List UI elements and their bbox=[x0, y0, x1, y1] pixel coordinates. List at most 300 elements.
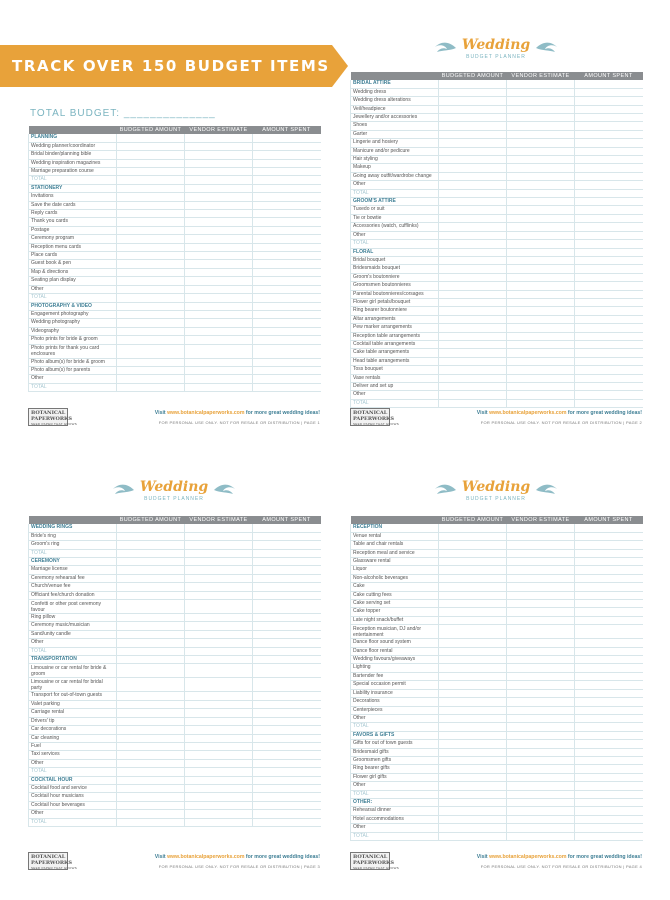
amount-cell[interactable] bbox=[575, 832, 643, 840]
amount-cell[interactable] bbox=[507, 756, 575, 764]
amount-cell[interactable] bbox=[253, 260, 321, 268]
amount-cell[interactable] bbox=[507, 139, 575, 147]
amount-cell[interactable] bbox=[117, 210, 185, 218]
amount-cell[interactable] bbox=[253, 277, 321, 285]
amount-cell[interactable] bbox=[253, 656, 321, 664]
amount-cell[interactable] bbox=[253, 549, 321, 557]
amount-cell[interactable] bbox=[117, 801, 185, 809]
amount-cell[interactable] bbox=[439, 748, 507, 756]
amount-cell[interactable] bbox=[507, 290, 575, 298]
amount-cell[interactable] bbox=[117, 375, 185, 383]
amount-cell[interactable] bbox=[507, 340, 575, 348]
amount-cell[interactable] bbox=[253, 319, 321, 327]
amount-cell[interactable] bbox=[185, 366, 253, 374]
amount-cell[interactable] bbox=[507, 790, 575, 798]
amount-cell[interactable] bbox=[185, 260, 253, 268]
amount-cell[interactable] bbox=[439, 231, 507, 239]
amount-cell[interactable] bbox=[253, 310, 321, 318]
amount-cell[interactable] bbox=[253, 678, 321, 692]
amount-cell[interactable] bbox=[575, 357, 643, 365]
amount-cell[interactable] bbox=[253, 692, 321, 700]
amount-cell[interactable] bbox=[253, 709, 321, 717]
amount-cell[interactable] bbox=[117, 768, 185, 776]
amount-cell[interactable] bbox=[575, 265, 643, 273]
amount-cell[interactable] bbox=[575, 591, 643, 599]
amount-cell[interactable] bbox=[439, 349, 507, 357]
amount-cell[interactable] bbox=[253, 742, 321, 750]
amount-cell[interactable] bbox=[253, 558, 321, 566]
amount-cell[interactable] bbox=[507, 172, 575, 180]
amount-cell[interactable] bbox=[117, 600, 185, 614]
amount-cell[interactable] bbox=[507, 156, 575, 164]
amount-cell[interactable] bbox=[117, 524, 185, 532]
amount-cell[interactable] bbox=[117, 647, 185, 655]
amount-cell[interactable] bbox=[575, 206, 643, 214]
amount-cell[interactable] bbox=[507, 773, 575, 781]
amount-cell[interactable] bbox=[575, 80, 643, 88]
amount-cell[interactable] bbox=[507, 600, 575, 608]
amount-cell[interactable] bbox=[575, 374, 643, 382]
amount-cell[interactable] bbox=[185, 294, 253, 302]
amount-cell[interactable] bbox=[507, 105, 575, 113]
amount-cell[interactable] bbox=[117, 358, 185, 366]
amount-cell[interactable] bbox=[253, 159, 321, 167]
amount-cell[interactable] bbox=[439, 740, 507, 748]
amount-cell[interactable] bbox=[253, 243, 321, 251]
amount-cell[interactable] bbox=[253, 358, 321, 366]
amount-cell[interactable] bbox=[507, 807, 575, 815]
amount-cell[interactable] bbox=[117, 383, 185, 391]
amount-cell[interactable] bbox=[439, 832, 507, 840]
amount-cell[interactable] bbox=[185, 358, 253, 366]
amount-cell[interactable] bbox=[439, 698, 507, 706]
amount-cell[interactable] bbox=[439, 80, 507, 88]
amount-cell[interactable] bbox=[185, 184, 253, 192]
amount-cell[interactable] bbox=[185, 600, 253, 614]
amount-cell[interactable] bbox=[185, 151, 253, 159]
amount-cell[interactable] bbox=[507, 256, 575, 264]
amount-cell[interactable] bbox=[439, 566, 507, 574]
amount-cell[interactable] bbox=[439, 198, 507, 206]
amount-cell[interactable] bbox=[185, 700, 253, 708]
amount-cell[interactable] bbox=[439, 706, 507, 714]
amount-cell[interactable] bbox=[117, 336, 185, 344]
amount-cell[interactable] bbox=[117, 243, 185, 251]
amount-cell[interactable] bbox=[507, 639, 575, 647]
amount-cell[interactable] bbox=[507, 383, 575, 391]
amount-cell[interactable] bbox=[575, 139, 643, 147]
amount-cell[interactable] bbox=[575, 541, 643, 549]
amount-cell[interactable] bbox=[253, 383, 321, 391]
amount-cell[interactable] bbox=[117, 639, 185, 647]
amount-cell[interactable] bbox=[253, 574, 321, 582]
amount-cell[interactable] bbox=[575, 332, 643, 340]
amount-cell[interactable] bbox=[185, 344, 253, 358]
amount-cell[interactable] bbox=[185, 639, 253, 647]
amount-cell[interactable] bbox=[507, 583, 575, 591]
amount-cell[interactable] bbox=[575, 600, 643, 608]
amount-cell[interactable] bbox=[575, 298, 643, 306]
amount-cell[interactable] bbox=[253, 201, 321, 209]
amount-cell[interactable] bbox=[439, 524, 507, 532]
amount-cell[interactable] bbox=[575, 122, 643, 130]
amount-cell[interactable] bbox=[253, 226, 321, 234]
amount-cell[interactable] bbox=[507, 366, 575, 374]
amount-cell[interactable] bbox=[185, 252, 253, 260]
amount-cell[interactable] bbox=[253, 176, 321, 184]
amount-cell[interactable] bbox=[253, 591, 321, 599]
amount-cell[interactable] bbox=[575, 315, 643, 323]
amount-cell[interactable] bbox=[439, 223, 507, 231]
amount-cell[interactable] bbox=[507, 307, 575, 315]
amount-cell[interactable] bbox=[575, 574, 643, 582]
amount-cell[interactable] bbox=[185, 709, 253, 717]
amount-cell[interactable] bbox=[507, 532, 575, 540]
amount-cell[interactable] bbox=[575, 130, 643, 138]
amount-cell[interactable] bbox=[117, 366, 185, 374]
amount-cell[interactable] bbox=[575, 731, 643, 739]
amount-cell[interactable] bbox=[439, 765, 507, 773]
amount-cell[interactable] bbox=[185, 751, 253, 759]
amount-cell[interactable] bbox=[253, 768, 321, 776]
amount-cell[interactable] bbox=[185, 176, 253, 184]
amount-cell[interactable] bbox=[253, 302, 321, 310]
amount-cell[interactable] bbox=[117, 751, 185, 759]
amount-cell[interactable] bbox=[439, 383, 507, 391]
visit-link[interactable]: Visit www.botanicalpaperworks.com for more great wedding ideas! bbox=[476, 410, 642, 416]
amount-cell[interactable] bbox=[507, 240, 575, 248]
amount-cell[interactable] bbox=[185, 268, 253, 276]
amount-cell[interactable] bbox=[185, 784, 253, 792]
amount-cell[interactable] bbox=[507, 181, 575, 189]
amount-cell[interactable] bbox=[117, 734, 185, 742]
amount-cell[interactable] bbox=[507, 114, 575, 122]
amount-cell[interactable] bbox=[507, 88, 575, 96]
amount-cell[interactable] bbox=[439, 608, 507, 616]
amount-cell[interactable] bbox=[575, 391, 643, 399]
amount-cell[interactable] bbox=[575, 790, 643, 798]
amount-cell[interactable] bbox=[439, 114, 507, 122]
amount-cell[interactable] bbox=[507, 282, 575, 290]
amount-cell[interactable] bbox=[575, 558, 643, 566]
visit-link[interactable]: Visit www.botanicalpaperworks.com for more great wedding ideas! bbox=[154, 410, 320, 416]
amount-cell[interactable] bbox=[117, 344, 185, 358]
amount-cell[interactable] bbox=[507, 672, 575, 680]
amount-cell[interactable] bbox=[507, 574, 575, 582]
amount-cell[interactable] bbox=[439, 664, 507, 672]
amount-cell[interactable] bbox=[117, 709, 185, 717]
amount-cell[interactable] bbox=[507, 714, 575, 722]
amount-cell[interactable] bbox=[253, 614, 321, 622]
amount-cell[interactable] bbox=[439, 689, 507, 697]
amount-cell[interactable] bbox=[439, 130, 507, 138]
amount-cell[interactable] bbox=[507, 248, 575, 256]
amount-cell[interactable] bbox=[185, 310, 253, 318]
amount-cell[interactable] bbox=[117, 776, 185, 784]
amount-cell[interactable] bbox=[117, 614, 185, 622]
amount-cell[interactable] bbox=[253, 700, 321, 708]
amount-cell[interactable] bbox=[507, 723, 575, 731]
amount-cell[interactable] bbox=[439, 807, 507, 815]
amount-cell[interactable] bbox=[507, 681, 575, 689]
amount-cell[interactable] bbox=[253, 524, 321, 532]
amount-cell[interactable] bbox=[185, 327, 253, 335]
amount-cell[interactable] bbox=[507, 765, 575, 773]
amount-cell[interactable] bbox=[117, 656, 185, 664]
amount-cell[interactable] bbox=[439, 815, 507, 823]
amount-cell[interactable] bbox=[117, 168, 185, 176]
amount-cell[interactable] bbox=[185, 142, 253, 150]
amount-cell[interactable] bbox=[439, 298, 507, 306]
amount-cell[interactable] bbox=[439, 273, 507, 281]
amount-cell[interactable] bbox=[507, 315, 575, 323]
amount-cell[interactable] bbox=[507, 349, 575, 357]
amount-cell[interactable] bbox=[117, 549, 185, 557]
amount-cell[interactable] bbox=[185, 134, 253, 142]
amount-cell[interactable] bbox=[253, 810, 321, 818]
amount-cell[interactable] bbox=[117, 759, 185, 767]
amount-cell[interactable] bbox=[507, 656, 575, 664]
amount-cell[interactable] bbox=[185, 574, 253, 582]
amount-cell[interactable] bbox=[575, 765, 643, 773]
amount-cell[interactable] bbox=[439, 756, 507, 764]
amount-cell[interactable] bbox=[575, 97, 643, 105]
amount-cell[interactable] bbox=[185, 532, 253, 540]
amount-cell[interactable] bbox=[575, 114, 643, 122]
amount-cell[interactable] bbox=[575, 566, 643, 574]
amount-cell[interactable] bbox=[185, 243, 253, 251]
amount-cell[interactable] bbox=[253, 218, 321, 226]
amount-cell[interactable] bbox=[575, 340, 643, 348]
amount-cell[interactable] bbox=[575, 656, 643, 664]
amount-cell[interactable] bbox=[439, 714, 507, 722]
amount-cell[interactable] bbox=[185, 549, 253, 557]
amount-cell[interactable] bbox=[575, 608, 643, 616]
amount-cell[interactable] bbox=[575, 748, 643, 756]
amount-cell[interactable] bbox=[575, 324, 643, 332]
amount-cell[interactable] bbox=[185, 776, 253, 784]
amount-cell[interactable] bbox=[439, 105, 507, 113]
amount-cell[interactable] bbox=[185, 383, 253, 391]
amount-cell[interactable] bbox=[253, 184, 321, 192]
amount-cell[interactable] bbox=[439, 591, 507, 599]
amount-cell[interactable] bbox=[117, 742, 185, 750]
amount-cell[interactable] bbox=[253, 566, 321, 574]
amount-cell[interactable] bbox=[575, 198, 643, 206]
amount-cell[interactable] bbox=[185, 768, 253, 776]
amount-cell[interactable] bbox=[575, 798, 643, 806]
amount-cell[interactable] bbox=[439, 357, 507, 365]
amount-cell[interactable] bbox=[439, 240, 507, 248]
amount-cell[interactable] bbox=[117, 184, 185, 192]
amount-cell[interactable] bbox=[117, 622, 185, 630]
amount-cell[interactable] bbox=[185, 541, 253, 549]
amount-cell[interactable] bbox=[575, 399, 643, 407]
amount-cell[interactable] bbox=[439, 324, 507, 332]
amount-cell[interactable] bbox=[507, 647, 575, 655]
amount-cell[interactable] bbox=[117, 319, 185, 327]
amount-cell[interactable] bbox=[575, 349, 643, 357]
amount-cell[interactable] bbox=[575, 824, 643, 832]
amount-cell[interactable] bbox=[575, 639, 643, 647]
amount-cell[interactable] bbox=[253, 818, 321, 826]
amount-cell[interactable] bbox=[439, 399, 507, 407]
amount-cell[interactable] bbox=[507, 558, 575, 566]
amount-cell[interactable] bbox=[117, 566, 185, 574]
amount-cell[interactable] bbox=[117, 310, 185, 318]
amount-cell[interactable] bbox=[439, 723, 507, 731]
amount-cell[interactable] bbox=[507, 740, 575, 748]
visit-link[interactable]: Visit www.botanicalpaperworks.com for more great wedding ideas! bbox=[154, 854, 320, 860]
amount-cell[interactable] bbox=[253, 583, 321, 591]
amount-cell[interactable] bbox=[507, 748, 575, 756]
amount-cell[interactable] bbox=[439, 265, 507, 273]
amount-cell[interactable] bbox=[507, 122, 575, 130]
amount-cell[interactable] bbox=[185, 678, 253, 692]
amount-cell[interactable] bbox=[117, 574, 185, 582]
amount-cell[interactable] bbox=[439, 366, 507, 374]
amount-cell[interactable] bbox=[507, 625, 575, 639]
amount-cell[interactable] bbox=[439, 147, 507, 155]
amount-cell[interactable] bbox=[253, 285, 321, 293]
amount-cell[interactable] bbox=[575, 625, 643, 639]
amount-cell[interactable] bbox=[507, 97, 575, 105]
amount-cell[interactable] bbox=[117, 591, 185, 599]
amount-cell[interactable] bbox=[439, 672, 507, 680]
amount-cell[interactable] bbox=[507, 189, 575, 197]
amount-cell[interactable] bbox=[185, 336, 253, 344]
amount-cell[interactable] bbox=[507, 399, 575, 407]
amount-cell[interactable] bbox=[185, 664, 253, 678]
amount-cell[interactable] bbox=[439, 391, 507, 399]
amount-cell[interactable] bbox=[439, 625, 507, 639]
amount-cell[interactable] bbox=[439, 97, 507, 105]
amount-cell[interactable] bbox=[117, 717, 185, 725]
amount-cell[interactable] bbox=[507, 591, 575, 599]
amount-cell[interactable] bbox=[575, 756, 643, 764]
amount-cell[interactable] bbox=[507, 273, 575, 281]
amount-cell[interactable] bbox=[439, 541, 507, 549]
amount-cell[interactable] bbox=[117, 294, 185, 302]
amount-cell[interactable] bbox=[507, 265, 575, 273]
amount-cell[interactable] bbox=[185, 656, 253, 664]
amount-cell[interactable] bbox=[185, 726, 253, 734]
amount-cell[interactable] bbox=[575, 647, 643, 655]
amount-cell[interactable] bbox=[507, 374, 575, 382]
amount-cell[interactable] bbox=[117, 277, 185, 285]
amount-cell[interactable] bbox=[185, 630, 253, 638]
amount-cell[interactable] bbox=[253, 142, 321, 150]
amount-cell[interactable] bbox=[439, 315, 507, 323]
amount-cell[interactable] bbox=[439, 782, 507, 790]
amount-cell[interactable] bbox=[575, 773, 643, 781]
amount-cell[interactable] bbox=[117, 176, 185, 184]
amount-cell[interactable] bbox=[507, 198, 575, 206]
amount-cell[interactable] bbox=[575, 282, 643, 290]
amount-cell[interactable] bbox=[507, 706, 575, 714]
amount-cell[interactable] bbox=[185, 558, 253, 566]
amount-cell[interactable] bbox=[185, 647, 253, 655]
amount-cell[interactable] bbox=[507, 80, 575, 88]
amount-cell[interactable] bbox=[185, 285, 253, 293]
amount-cell[interactable] bbox=[117, 201, 185, 209]
amount-cell[interactable] bbox=[439, 189, 507, 197]
amount-cell[interactable] bbox=[575, 214, 643, 222]
amount-cell[interactable] bbox=[185, 201, 253, 209]
amount-cell[interactable] bbox=[507, 549, 575, 557]
amount-cell[interactable] bbox=[439, 583, 507, 591]
amount-cell[interactable] bbox=[575, 164, 643, 172]
amount-cell[interactable] bbox=[185, 801, 253, 809]
amount-cell[interactable] bbox=[185, 168, 253, 176]
visit-link[interactable]: Visit www.botanicalpaperworks.com for more great wedding ideas! bbox=[476, 854, 642, 860]
amount-cell[interactable] bbox=[507, 616, 575, 624]
amount-cell[interactable] bbox=[117, 630, 185, 638]
amount-cell[interactable] bbox=[507, 147, 575, 155]
amount-cell[interactable] bbox=[253, 193, 321, 201]
amount-cell[interactable] bbox=[575, 782, 643, 790]
amount-cell[interactable] bbox=[117, 583, 185, 591]
amount-cell[interactable] bbox=[507, 541, 575, 549]
amount-cell[interactable] bbox=[117, 784, 185, 792]
amount-cell[interactable] bbox=[439, 282, 507, 290]
amount-cell[interactable] bbox=[117, 268, 185, 276]
amount-cell[interactable] bbox=[185, 375, 253, 383]
amount-cell[interactable] bbox=[439, 256, 507, 264]
amount-cell[interactable] bbox=[185, 193, 253, 201]
amount-cell[interactable] bbox=[185, 734, 253, 742]
amount-cell[interactable] bbox=[185, 692, 253, 700]
amount-cell[interactable] bbox=[507, 689, 575, 697]
amount-cell[interactable] bbox=[507, 324, 575, 332]
amount-cell[interactable] bbox=[439, 790, 507, 798]
amount-cell[interactable] bbox=[439, 824, 507, 832]
amount-cell[interactable] bbox=[439, 88, 507, 96]
amount-cell[interactable] bbox=[185, 614, 253, 622]
amount-cell[interactable] bbox=[575, 240, 643, 248]
amount-cell[interactable] bbox=[117, 302, 185, 310]
amount-cell[interactable] bbox=[575, 273, 643, 281]
amount-cell[interactable] bbox=[117, 327, 185, 335]
amount-cell[interactable] bbox=[575, 664, 643, 672]
amount-cell[interactable] bbox=[439, 616, 507, 624]
amount-cell[interactable] bbox=[575, 105, 643, 113]
amount-cell[interactable] bbox=[507, 798, 575, 806]
amount-cell[interactable] bbox=[575, 681, 643, 689]
amount-cell[interactable] bbox=[575, 706, 643, 714]
amount-cell[interactable] bbox=[507, 832, 575, 840]
amount-cell[interactable] bbox=[439, 558, 507, 566]
amount-cell[interactable] bbox=[253, 532, 321, 540]
amount-cell[interactable] bbox=[253, 734, 321, 742]
amount-cell[interactable] bbox=[575, 383, 643, 391]
amount-cell[interactable] bbox=[117, 134, 185, 142]
amount-cell[interactable] bbox=[507, 524, 575, 532]
amount-cell[interactable] bbox=[507, 332, 575, 340]
amount-cell[interactable] bbox=[575, 307, 643, 315]
amount-cell[interactable] bbox=[507, 731, 575, 739]
amount-cell[interactable] bbox=[253, 294, 321, 302]
amount-cell[interactable] bbox=[117, 218, 185, 226]
amount-cell[interactable] bbox=[117, 810, 185, 818]
amount-cell[interactable] bbox=[117, 252, 185, 260]
amount-cell[interactable] bbox=[185, 622, 253, 630]
amount-cell[interactable] bbox=[439, 600, 507, 608]
amount-cell[interactable] bbox=[575, 524, 643, 532]
amount-cell[interactable] bbox=[117, 151, 185, 159]
amount-cell[interactable] bbox=[117, 793, 185, 801]
amount-cell[interactable] bbox=[117, 678, 185, 692]
